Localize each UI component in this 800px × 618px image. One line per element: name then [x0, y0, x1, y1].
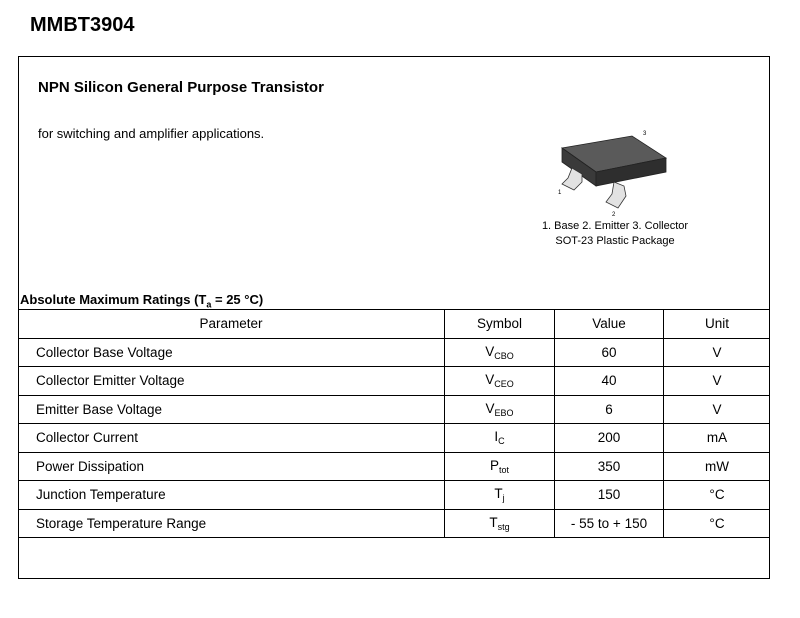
table-row	[18, 509, 770, 538]
table-header-row	[18, 310, 770, 339]
cell-unit: mA	[664, 424, 771, 453]
cell-value: 6	[555, 395, 664, 424]
cell-symbol	[445, 395, 555, 424]
cell-parameter: Power Dissipation	[18, 452, 445, 481]
cell-parameter: Collector Emitter Voltage	[18, 367, 445, 396]
cell-symbol	[445, 424, 555, 453]
table-row	[18, 395, 770, 424]
ratings-table	[18, 309, 770, 538]
cell-symbol	[445, 452, 555, 481]
pin-label-3: 3	[643, 131, 647, 137]
pin-label-1: 1	[558, 190, 562, 196]
part-number: MMBT3904	[30, 14, 135, 36]
cell-value: 200	[555, 424, 664, 453]
package-name: SOT-23 Plastic Package	[555, 235, 675, 247]
symbol-subscript: stg	[497, 521, 510, 532]
table-row	[18, 481, 770, 510]
cell-symbol	[445, 367, 555, 396]
symbol-subscript: j	[502, 493, 505, 504]
cell-unit: V	[664, 367, 771, 396]
sot23-package-icon	[548, 128, 678, 220]
cell-unit: °C	[664, 481, 771, 510]
cell-unit: °C	[664, 509, 771, 538]
symbol-subscript: EBO	[494, 407, 514, 418]
symbol-subscript: CEO	[494, 379, 514, 390]
ratings-heading-tail: = 25 °C)	[211, 292, 264, 307]
cell-parameter: Emitter Base Voltage	[18, 395, 445, 424]
cell-value: - 55 to + 150	[555, 509, 664, 538]
header-value: Value	[555, 310, 664, 339]
symbol-main: T	[489, 514, 498, 530]
cell-unit: mW	[664, 452, 771, 481]
symbol-main: V	[485, 343, 495, 359]
cell-parameter: Storage Temperature Range	[18, 509, 445, 538]
ratings-heading	[20, 292, 263, 310]
header-symbol: Symbol	[445, 310, 555, 339]
cell-symbol	[445, 509, 555, 538]
cell-unit: V	[664, 338, 771, 367]
symbol-main: T	[494, 486, 503, 502]
product-title: NPN Silicon General Purpose Transistor	[38, 79, 324, 96]
ratings-heading-main: Absolute Maximum Ratings (T	[20, 292, 207, 307]
cell-parameter: Junction Temperature	[18, 481, 445, 510]
product-description: for switching and amplifier applications.	[38, 126, 265, 141]
cell-symbol	[445, 338, 555, 367]
table-row	[18, 367, 770, 396]
table-row	[18, 338, 770, 367]
header-parameter: Parameter	[18, 310, 445, 339]
cell-value: 40	[555, 367, 664, 396]
package-caption	[500, 219, 730, 249]
cell-parameter: Collector Current	[18, 424, 445, 453]
symbol-main: V	[485, 400, 495, 416]
cell-value: 350	[555, 452, 664, 481]
symbol-main: I	[494, 429, 499, 445]
cell-symbol	[445, 481, 555, 510]
cell-value: 60	[555, 338, 664, 367]
table-row	[18, 424, 770, 453]
symbol-subscript: CBO	[494, 350, 514, 361]
symbol-main: V	[485, 372, 495, 388]
header-unit: Unit	[664, 310, 771, 339]
symbol-subscript: C	[498, 436, 505, 447]
symbol-subscript: tot	[499, 464, 510, 475]
ratings-heading-sub: a	[206, 299, 212, 310]
symbol-main: P	[489, 457, 499, 473]
cell-parameter: Collector Base Voltage	[18, 338, 445, 367]
pin-label-2: 2	[612, 212, 616, 218]
pin-legend: 1. Base 2. Emitter 3. Collector	[541, 220, 689, 232]
cell-value: 150	[555, 481, 664, 510]
table-row	[18, 452, 770, 481]
cell-unit: V	[664, 395, 771, 424]
